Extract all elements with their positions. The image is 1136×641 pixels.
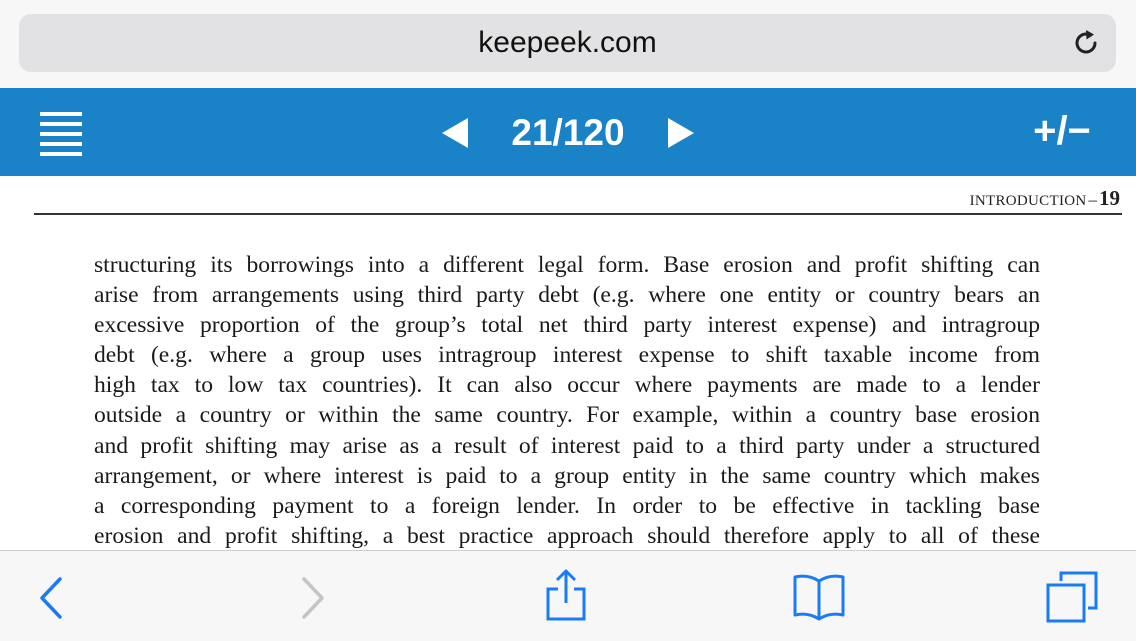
share-icon[interactable] [544,567,588,623]
running-head-separator: – [1088,190,1097,209]
address-bar[interactable] [19,14,1116,72]
document-page [0,176,1136,550]
running-head [970,186,1120,211]
browser-bottom-toolbar [0,550,1136,641]
body-paragraph [94,250,1040,550]
text-line: arrangement, or where interest is paid to a group entity in the same country which makes [94,462,1040,489]
viewer-toolbar [0,88,1136,176]
forward-icon [296,575,328,621]
browser-address-area [0,0,1136,88]
bookmarks-icon[interactable] [791,571,847,623]
reload-icon[interactable] [1070,27,1102,59]
text-line: high tax to low tax countries). It can also occur where payments are made to a lender [94,372,1040,399]
text-line: structuring its borrowings into a different legal form. Base erosion and profit shifting can [94,252,1040,278]
hamburger-menu-icon[interactable] [40,110,82,154]
page-indicator: 21/120 [511,112,625,153]
tabs-icon[interactable] [1044,569,1100,625]
previous-page-icon[interactable] [440,116,470,150]
text-line: debt (e.g. where a group uses intragroup interest expense to shift taxable income from [94,342,1040,369]
text-line: erosion and profit shifting, a best practice approach should therefore apply to all of these [94,522,1040,549]
text-line: outside a country or within the same country. For example, within a country base erosion [94,402,1040,429]
running-head-title: INTRODUCTION [969,193,1087,209]
running-head-page-number: 19 [1099,186,1120,210]
zoom-toggle-button[interactable]: +/− [1033,109,1091,153]
back-icon[interactable] [36,575,68,621]
url-text[interactable]: keepeek.com [478,26,657,59]
next-page-icon[interactable] [666,116,696,150]
text-line: and profit shifting may arise as a result of interest paid to a third party under a structured [94,432,1040,459]
header-rule [34,213,1122,215]
text-line: a corresponding payment to a foreign lender. In order to be effective in tackling base [94,492,1040,519]
text-line: excessive proportion of the group’s total net third party interest expense) and intragroup [94,312,1040,339]
text-line: arise from arrangements using third party debt (e.g. where one entity or country bears an [94,282,1040,309]
